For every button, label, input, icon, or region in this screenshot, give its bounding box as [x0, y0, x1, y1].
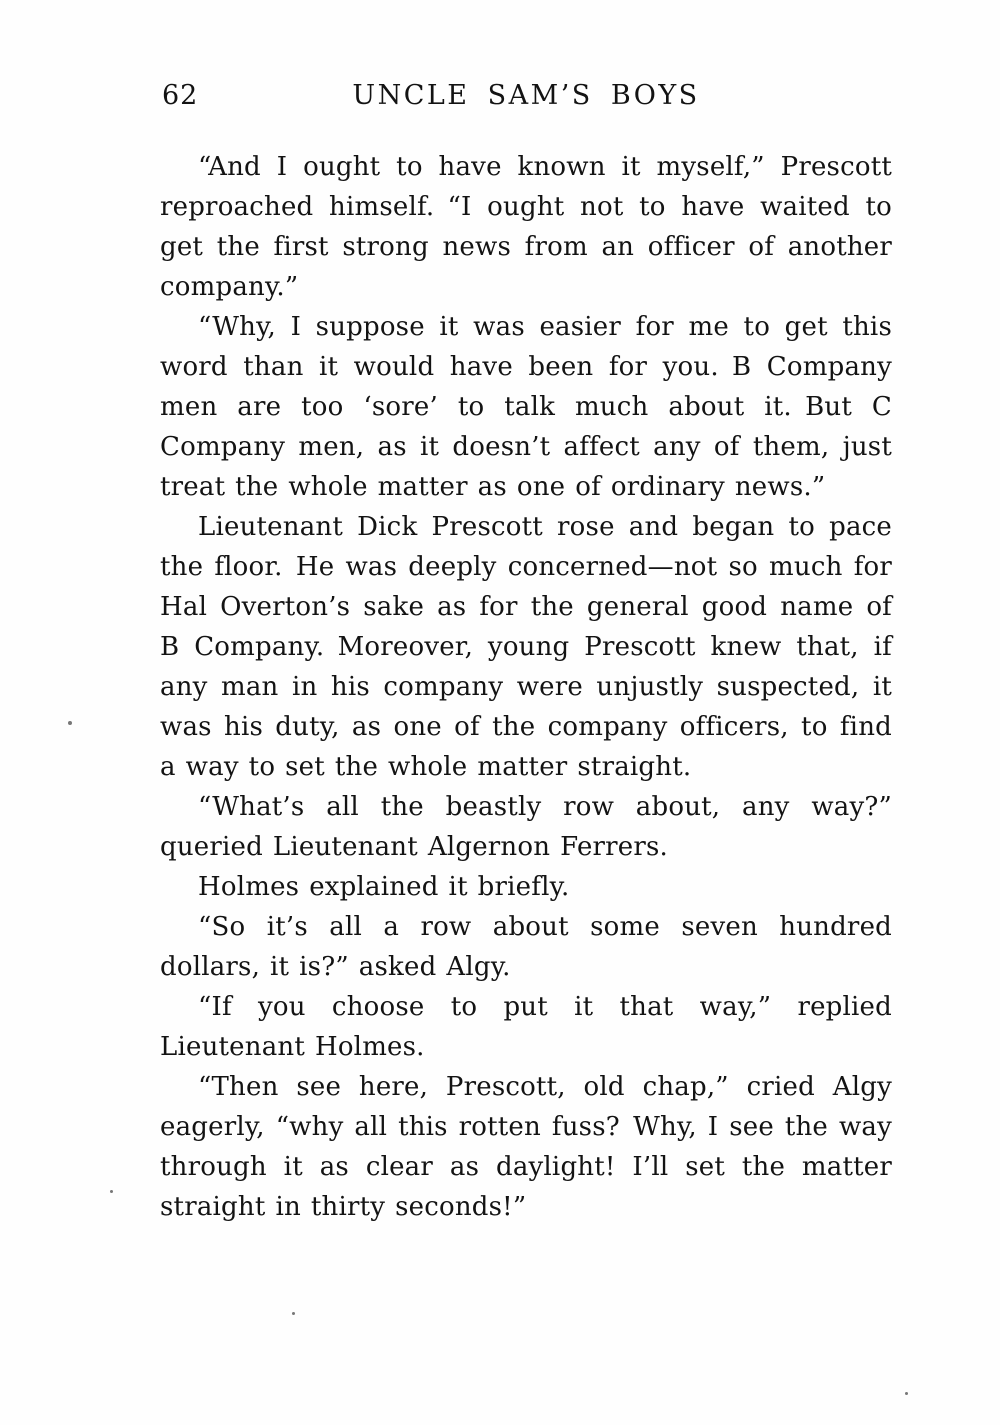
paragraph: “What’s all the beastly row about, any way?” queried Lieutenant Algernon Ferrers.: [160, 792, 892, 862]
paragraph: “Why, I suppose it was easier for me to get this word than it would have been for you. B Company men are too ‘sore’ to talk much about it. But C Company men, as it doesn’t affect any of them, just treat the whole matter as one of ordinary news.”: [160, 312, 892, 502]
scan-speck: [68, 721, 72, 725]
paragraph: “So it’s all a row about some seven hundred dollars, it is?” asked Algy.: [160, 912, 892, 982]
scan-speck: [905, 1392, 908, 1395]
paragraph: Lieutenant Dick Prescott rose and began to pace the floor. He was deeply concerned—not so much for Hal Overton’s sake as for the general good name of B Company. Moreover, young Prescott knew that, if any man in his company were unjustly suspected, it was his duty, as one of the company officers, to find a way to set the whole matter straight.: [160, 512, 892, 782]
running-title: UNCLE SAM’S BOYS: [352, 80, 700, 111]
paragraph: “Then see here, Prescott, old chap,” cried Algy eagerly, “why all this rotten fuss? Why, I see the way through it as clear as daylight! I’ll set the matter straight in thirty seconds!”: [160, 1072, 892, 1222]
paragraph: Holmes explained it briefly.: [198, 872, 570, 902]
scan-speck: [292, 1312, 295, 1315]
page-number: 62: [162, 80, 199, 111]
paragraph: “And I ought to have known it myself,” Prescott reproached himself. “I ought not to have waited to get the first strong news from an officer of another company.”: [160, 152, 892, 302]
text-block: [160, 147, 892, 1227]
running-head: [160, 80, 892, 114]
scan-speck: [110, 1190, 113, 1193]
paragraph: “If you choose to put it that way,” replied Lieutenant Holmes.: [160, 992, 892, 1062]
